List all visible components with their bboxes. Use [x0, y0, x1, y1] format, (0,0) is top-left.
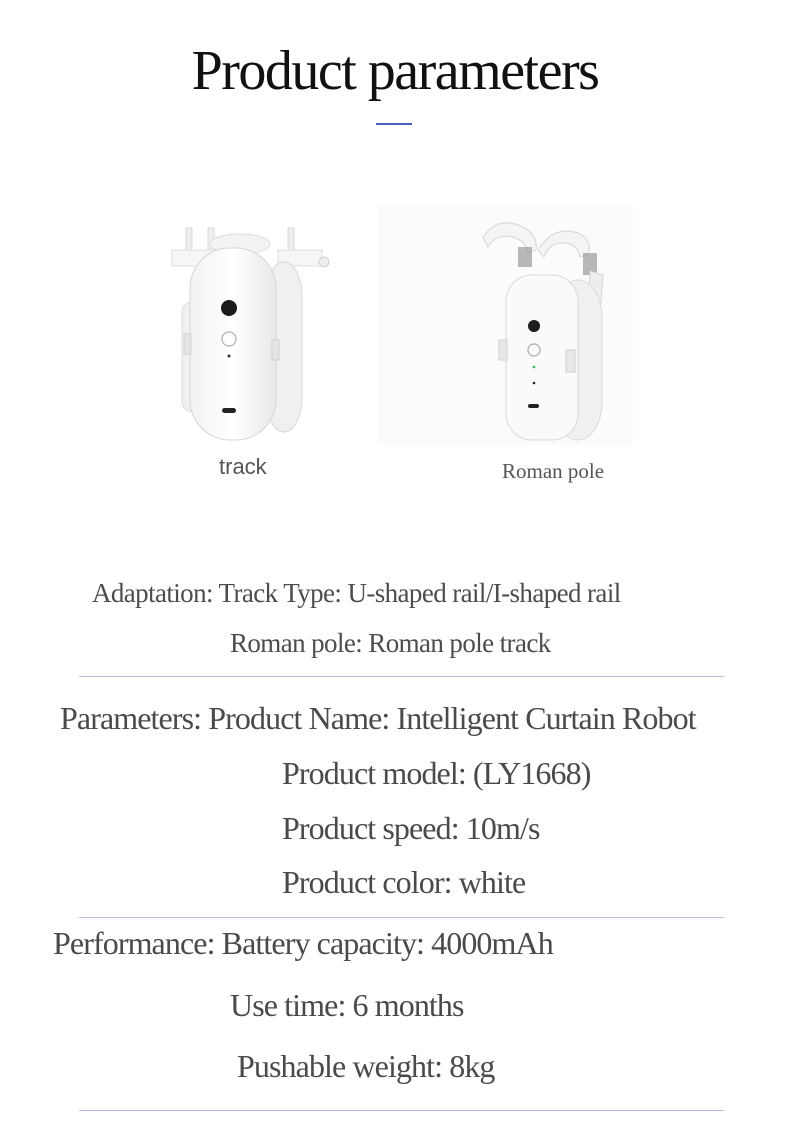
- performance-line-2: Use time: 6 months: [230, 987, 464, 1023]
- page-title: Product parameters: [191, 40, 599, 102]
- product-label-roman-pole: Roman pole: [502, 459, 605, 483]
- parameters-line-4: Product color: white: [282, 864, 526, 900]
- parameters-line-3: Product speed: 10m/s: [282, 810, 540, 846]
- roman-pole-robot-image: [378, 205, 528, 425]
- parameters-line-2: Product model: (LY1668): [282, 755, 591, 791]
- performance-line-1: Performance: Battery capacity: 4000mAh: [53, 925, 553, 961]
- separator: [79, 917, 724, 918]
- separator: [79, 676, 724, 677]
- parameters-line-1: Parameters: Product Name: Intelligent Curtain Robot: [60, 700, 696, 736]
- product-label-track: track: [219, 454, 267, 479]
- adaptation-line-2: Roman pole: Roman pole track: [230, 628, 551, 658]
- adaptation-line-1: Adaptation: Track Type: U-shaped rail/I-shaped rail: [92, 578, 621, 608]
- title-underline: [376, 123, 412, 125]
- track-robot-image: [168, 222, 318, 442]
- performance-line-3: Pushable weight: 8kg: [237, 1048, 495, 1084]
- separator: [79, 1110, 724, 1111]
